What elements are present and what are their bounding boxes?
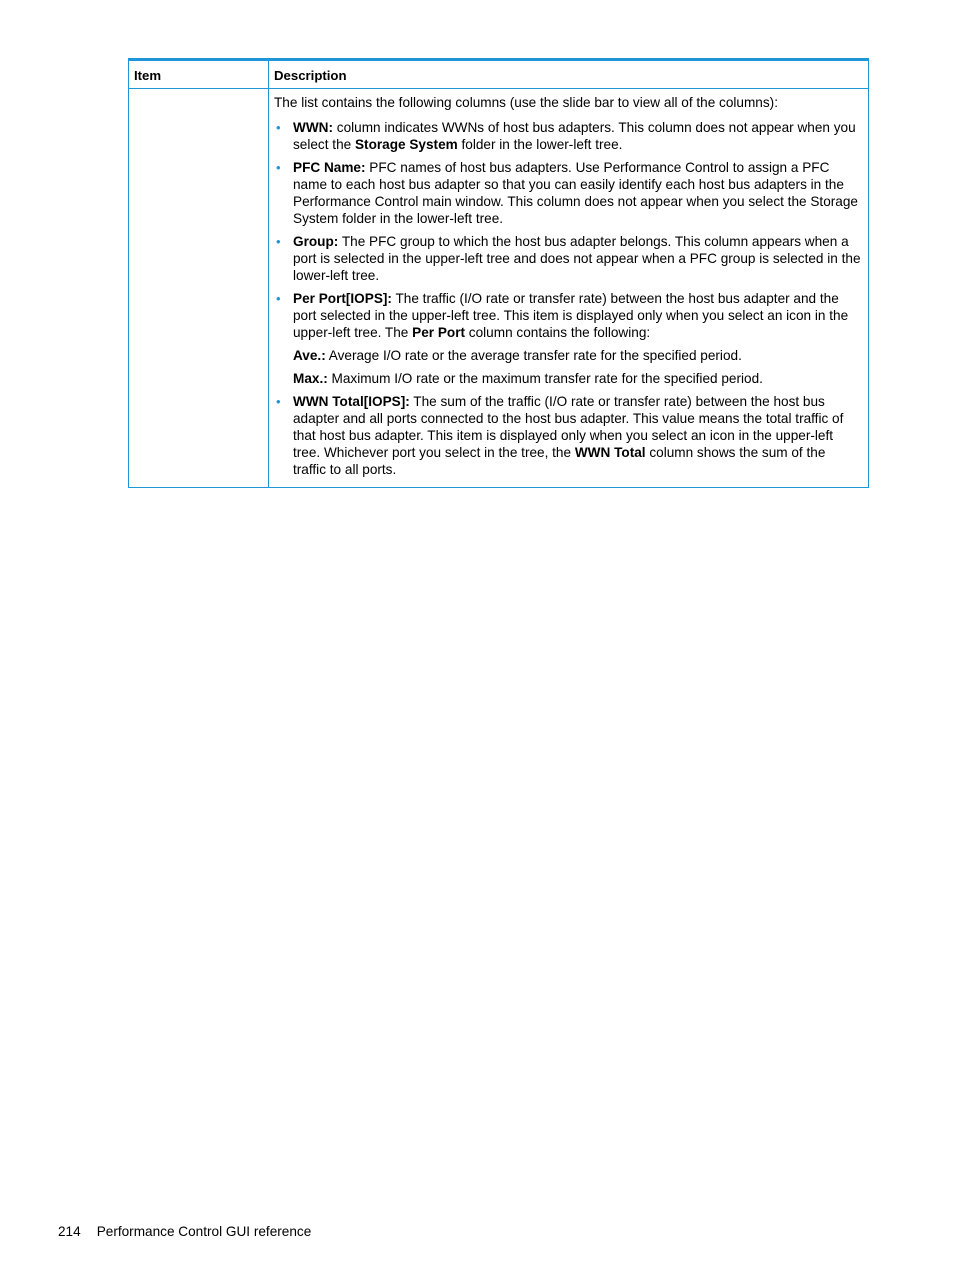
- reference-table: [128, 58, 869, 488]
- page-footer: [58, 1223, 311, 1240]
- sub-text: Maximum I/O rate or the maximum transfer rate for the specified period.: [327, 371, 763, 386]
- term-text: The PFC group to which the host bus adapter belongs. This column appears when a port is selected in the upper-left tree and does not appear when a PFC group is selected in the lower-left tree.: [293, 234, 861, 283]
- header-item: Item: [129, 60, 269, 89]
- term-label: Group:: [293, 234, 339, 249]
- term-emphasis: Storage System: [354, 137, 458, 152]
- item-cell: [129, 89, 269, 488]
- term-emphasis: WWN Total: [574, 445, 646, 460]
- sub-label: Max.:: [293, 371, 328, 386]
- section-title: Performance Control GUI reference: [96, 1224, 312, 1239]
- table-row: [129, 89, 869, 488]
- list-item-pfc-name: [274, 159, 862, 227]
- term-text: column contains the following:: [465, 325, 651, 340]
- term-label: Per Port[IOPS]:: [293, 291, 392, 306]
- sub-item-ave: [293, 347, 862, 364]
- list-item-wwn-total: [274, 393, 862, 478]
- list-item-per-port: [274, 290, 862, 387]
- bullet-icon: •: [276, 234, 281, 249]
- sub-item-max: [293, 370, 862, 387]
- bullet-icon: •: [276, 291, 281, 306]
- term-text: column shows the sum of the traffic to all ports.: [293, 445, 826, 477]
- term-text: column indicates WWNs of host bus adapters. This column does not appear when you select the: [293, 120, 856, 152]
- bullet-icon: •: [276, 394, 281, 409]
- reference-table-container: [128, 58, 868, 488]
- term-emphasis: Per Port: [412, 325, 466, 340]
- list-item-wwn: [274, 119, 862, 153]
- bullet-icon: •: [276, 160, 281, 175]
- table-header-row: [129, 60, 869, 89]
- page-number: 214: [58, 1224, 81, 1239]
- bullet-icon: •: [276, 120, 281, 135]
- term-label: WWN:: [293, 120, 334, 135]
- term-text: PFC names of host bus adapters. Use Performance Control to assign a PFC name to each host bus adapter so that you can easily identify each host bus adapters in the Performance Control main window. This column does not appear when you select the Storage System folder in the lower-left tree.: [293, 160, 858, 226]
- sub-label: Ave.:: [293, 348, 326, 363]
- term-label: PFC Name:: [293, 160, 366, 175]
- term-label: WWN Total[IOPS]:: [293, 394, 410, 409]
- list-item-group: [274, 233, 862, 284]
- description-cell: [269, 89, 869, 488]
- intro-text: The list contains the following columns (use the slide bar to view all of the columns):: [274, 95, 778, 110]
- header-description: Description: [269, 60, 869, 89]
- term-text: The traffic (I/O rate or transfer rate) between the host bus adapter and the port selected in the upper-left tree. This item is displayed only when you select an icon in the upper-left tree. The: [293, 291, 849, 340]
- sub-text: Average I/O rate or the average transfer rate for the specified period.: [325, 348, 742, 363]
- term-text: folder in the lower-left tree.: [457, 137, 623, 152]
- column-list: [274, 119, 862, 478]
- term-text: The sum of the traffic (I/O rate or transfer rate) between the host bus adapter and all ports connected to the host bus adapter. This value means the total traffic of that host bus adapter. This item is displayed only when you select an icon in the upper-left tree. Whichever port you select in the tree, the: [293, 394, 844, 460]
